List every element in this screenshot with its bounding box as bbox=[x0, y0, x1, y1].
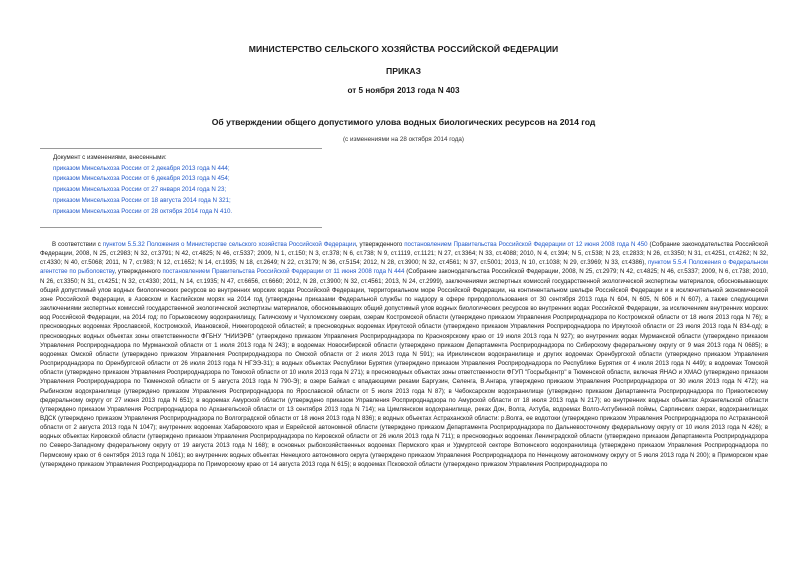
body-text: (Собрание законодательства Российской Федерации, 2008, N 25, ст.2983; N 32, ст.3791; N 42, ст.4825; N 46, ст.5337; 2009, N 1, ст.150; N 3, ст.378; N 6, ст.738; N 9, ст.1119, ст.1121; N 27, ст.3364; N 33, ст.4088; 2010, N 4, ст.394; N 5, ст.538; N 23, ст.2833; N 26, ст.3350; N 31, ст.4251, ст.4262; N 32, ст.4330; N 40, ст.5068; 2011, N 7, ст.983; N 12, ст.1652; N 14, ст.1935; N 18, ст.2649; N 22, ст.3179; N 36, ст.5154; 2012, N 28, ст.3900; N 32, ст.4561; N 37, ст.5001; 2013, N 10, ст.1038; N 29, ст.3969; N 33, ст.4386), bbox=[40, 241, 768, 267]
amendments-intro: Документ с изменениями, внесенными: bbox=[53, 154, 167, 161]
ministry-name: МИНИСТЕРСТВО СЕЛЬСКОГО ХОЗЯЙСТВА РОССИЙСКОЙ ФЕДЕРАЦИИ bbox=[248, 44, 559, 54]
amendment-link[interactable]: приказом Минсельхоза России от 27 января 2014 года N 23; bbox=[53, 186, 227, 194]
body-text: , утвержденного bbox=[114, 268, 163, 276]
regulation-link[interactable]: пунктом 5.5.4 Положения о Федеральном агентстве по рыболовству bbox=[40, 259, 768, 276]
body-text: (Собрание законодательства Российской Федерации, 2008, N 25, ст.2979; N 42, ст.4825; N 46, ст.5337; 2009, N 6, ст.738; 2010, N 26, ст.3350; N 31, ст.4251; N 32, ст.4330; 2011, N 14, ст.1935; N 47, ст.6656, ст.6660; 2012, N 28, ст.3900; N 32, ст.4561; 2013, N 24, ст.2999), заключениями экспертных комиссий государственной экологической экспертизы материалов, обосновывающих общий допустимый улов водных биологических ресурсов во внутренних морских водах Российской Федерации, территориальном море Российской Федерации, на континентальном шельфе Российской Федерации и в исключительной экономической зоне Российской Федерации, в Азовском и Каспийском морях на 2014 год (утверждены приказами Федеральной службы по надзору в сфере природопользования от 30 сентября 2013 года N 604, N 605, N 606 и N 607), а также следующими заключениями экспертных комиссий государственной экологической экспертизы материалов, обосновывающих общий допустимый улов водных биологических ресурсов во внутренних водах Российской Федерации, за исключением внутренних морских вод Российской Федерации, на 2014 год: по Горьковскому водохранилищу, Галичскому и Чухломскому озерам, озерам Костромской области (утверждено приказом Управления Росприроднадзора по Костромской области от 18 июля 2013 года N 76); в пресноводных водоемах Ярославской, Костромской, Ивановской, Нижегородской областей; в пресноводных водоемах Иркутской области (утверждено приказом Управления Росприроднадзора по Иркутской области от 23 июля 2013 года N 834-од); в пресноводных водных объектах зоны ответственности ФГБНУ "НИИЭРВ" (утверждено приказом Управления Росприроднадзора по Красноярскому краю от 19 июля 2013 года N 927); во внутренних водах Мурманской области (утверждено приказом Управления Росприроднадзора по Мурманской области от 1 июля 2013 года N 243); в водоемах Новосибирской области (утверждено приказом Департамента Росприроднадзора по Сибирскому федеральному округу от 9 мая 2013 года N 0685); в водоемах Омской области (утверждено приказом Управления Росприроднадзора по Омской области от 2 июля 2013 года N 591); на Ириклинском водохранилище и других водоемах Оренбургской области (утверждено приказом Управления Росприроднадзора по Оренбургской области от 26 июля 2013 года N НГЭЭ-31); в водных объектах Республики Бурятия (утверждено приказом Управления Росприроднадзора по Республике Бурятия от 4 июля 2013 года N 449); в водоемах Томской области (утверждено приказом Управления Росприроднадзора по Томской области от 10 июля 2013 года N 271); в пресноводных объектах зоны ответственности ФГУП "Госрыбцентр" в Тюменской области, включая ЯНАО и ХМАО (утверждено приказом Управления Росприроднадзора по Тюменской области от 5 августа 2013 года N 790-Э); в озере Байкал с впадающими реками Баргузин, Селенга, В.Ангара, утверждено приказом Управления Росприроднадзора от 30 июля 2013 года N 472); на Рыбинском водохранилище (утверждено приказом Управления Росприроднадзора по Ярославской области от 5 июля 2013 года N 87); в Чебоксарском водохранилище (утверждено приказом Департамента Росприроднадзора по Приволжскому федеральному округу от 27 июня 2013 года N 651); в водоемах Амурской области (утверждено приказом Управления Росприроднадзора по Амурской области от 18 июля 2013 года N 217); во внутренних водных объектах Архангельской области (утверждено приказом Управления Росприроднадзора по Архангельской области от 13 сентября 2013 года N 714); на Цимлянском водохранилище, реках Дон, Волга, Ахтуба, водоемах Волго-Ахтубинной поймы, Сарпинских озерах, водохранилищах ВДСК (утверждено приказом Управления Росприроднадзора по Волгоградской области от 18 июня 2013 года N 836); в водных объектах Астраханской области: р.Волга, ее водотоки (утверждено приказом Управления Росприроднадзора по Астраханской области от 2 августа 2013 года N 1047); внутренних водоемах Хабаровского края и Еврейской автономной области (утверждено приказом Департамента Росприроднадзора по Дальневосточному федеральному округу от 10 июля 2013 года N 426); в водных объектах Кировской области (утверждено приказом Управления Росприроднадзора по Кировской области от 26 июля 2013 года N 711); в пресноводных водоемах Ленинградской области (утверждено приказом Департамента Росприроднадзора по Северо-Западному федеральному округу от 19 августа 2013 года N 168); в основных рыбохозяйственных водоемах Пермского края и Удмуртской секторе Воткинского водохранилища (утверждено приказом Управления Росприроднадзора по Пермскому краю от 6 сентября 2013 года N 1061); во внутренних водных объектах Ненецкого автономного округа (утверждено приказом Управления Росприроднадзора по Ненецкому автономному округу от 5 июля 2013 года N 200); в Приморском крае (утверждено приказом Управления Росприроднадзора по Приморскому краю от 14 августа 2013 года N 615); в водоемах Псковской области (утверждено приказом Управления Росприроднадзора по bbox=[40, 268, 768, 468]
amendments-block bbox=[53, 153, 353, 217]
regulation-link[interactable]: пунктом 5.5.32 Положения о Министерстве сельского хозяйства Российской Федерации bbox=[102, 241, 356, 248]
changes-note: (с изменениями на 28 октября 2014 года) bbox=[342, 136, 465, 143]
body-text: В соответствии с bbox=[52, 241, 103, 248]
body-text: , утвержденного bbox=[355, 241, 405, 248]
body-paragraph bbox=[40, 240, 768, 469]
amendment-link[interactable]: приказом Минсельхоза России от 2 декабря 2013 года N 444; bbox=[53, 164, 230, 172]
amendment-link[interactable]: приказом Минсельхоза России от 18 августа 2014 года N 321; bbox=[53, 196, 231, 204]
document-date: от 5 ноября 2013 года N 403 bbox=[347, 86, 460, 95]
amendment-link[interactable]: приказом Минсельхоза России от 28 октября 2014 года N 410. bbox=[53, 207, 233, 215]
document-type: ПРИКАЗ bbox=[386, 66, 421, 76]
resolution-link[interactable]: постановлением Правительства Российской Федерации от 11 июня 2008 года N 444 bbox=[162, 268, 405, 276]
amendment-link[interactable]: приказом Минсельхоза России от 6 декабря 2013 года N 454; bbox=[53, 175, 230, 183]
document-title: Об утверждении общего допустимого улова водных биологических ресурсов на 2014 год bbox=[211, 117, 596, 127]
amendments-bottom-divider bbox=[40, 227, 322, 228]
resolution-link[interactable]: постановлением Правительства Российской Федерации от 12 июня 2008 года N 450 bbox=[404, 241, 648, 248]
amendments-top-divider bbox=[40, 148, 322, 149]
